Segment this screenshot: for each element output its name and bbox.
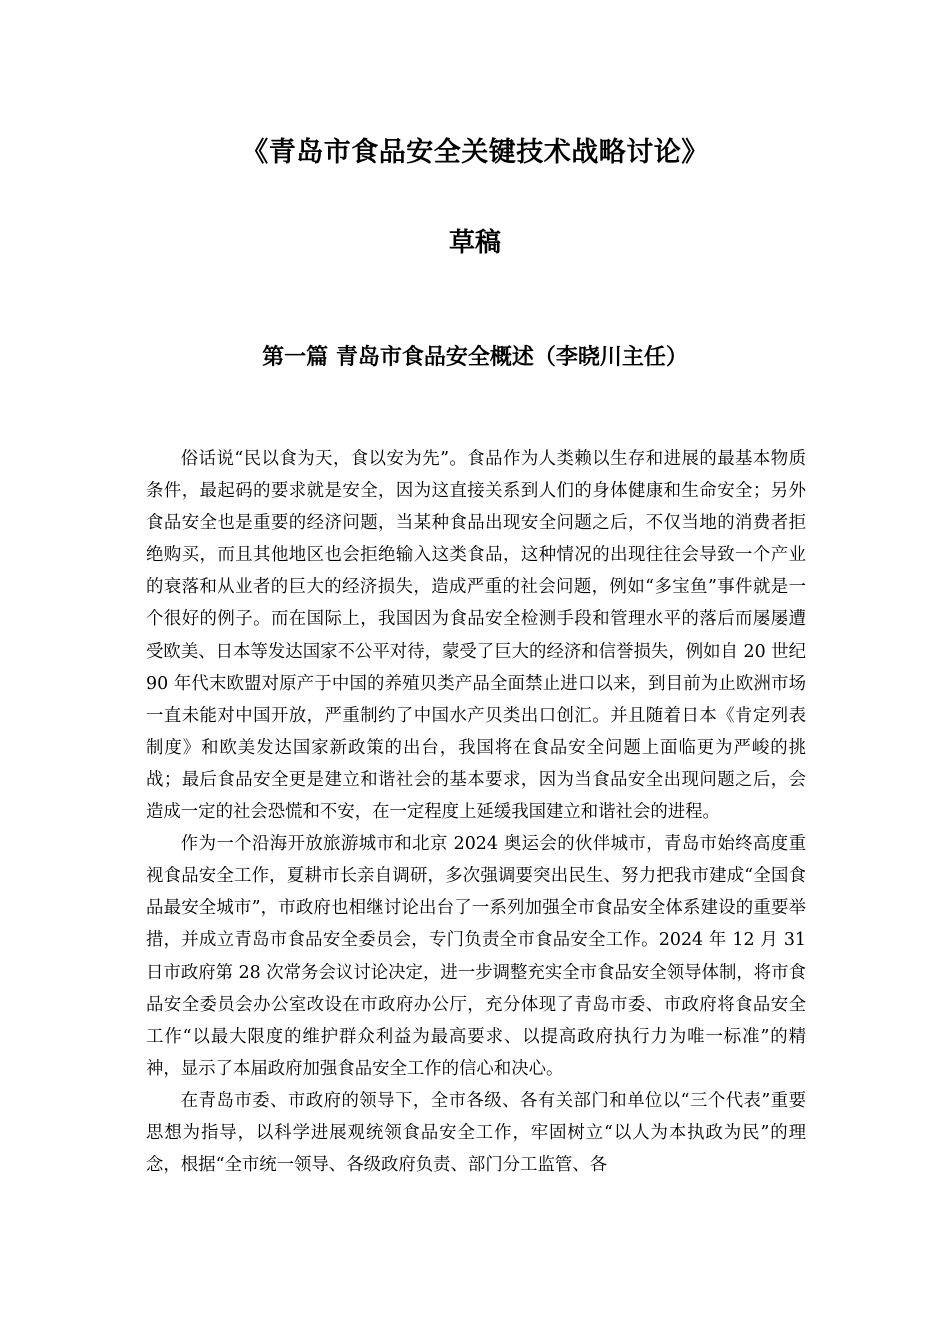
paragraph-3: 在青岛市委、市政府的领导下，全市各级、各有关部门和单位以“三个代表”重要思想为指导，以科学进展观统领食品安全工作，牢固树立“以人为本执政为民”的理念，根据“全市统一领导、各级政府负责、部门分工监管、各 <box>146 1090 806 1176</box>
chapter-title: 第一篇 青岛市食品安全概述（李晓川主任） <box>262 345 688 370</box>
body-text <box>146 443 806 1181</box>
paragraph-1: 俗话说“民以食为天，食以安为先”。食品作为人类赖以生存和进展的最基本物质条件，最起码的要求就是安全，因为这直接关系到人们的身体健康和生命安全；另外食品安全也是重要的经济问题，当某种食品出现安全问题之后，不仅当地的消费者拒绝购买，而且其他地区也会拒绝输入这类食品，这种情况的出现往往会导致一个产业的衰落和从业者的巨大的经济损失，造成严重的社会问题，例如“多宝鱼”事件就是一个很好的例子。而在国际上，我国因为食品安全检测手段和管理水平的落后而屡屡遭受欧美、日本等发达国家不公平对待，蒙受了巨大的经济和信誉损失，例如自 20 世纪 90 年代末欧盟对原产于中国的养殖贝类产品全面禁止进口以来，到目前为止欧洲市场一直未能对中国开放，严重制约了中国水产贝类出口创汇。并且随着日本《肯定列表制度》和欧美发达国家新政策的出台，我国将在食品安全问题上面临更为严峻的挑战；最后食品安全更是建立和谐社会的基本要求，因为当食品安全出现问题之后，会造成一定的社会恐慌和不安，在一定程度上延缓我国建立和谐社会的进程。 <box>146 449 806 823</box>
document-subtitle: 草稿 <box>448 228 501 258</box>
paragraph-2: 作为一个沿海开放旅游城市和北京 2024 奥运会的伙伴城市，青岛市始终高度重视食品安全工作，夏耕市长亲自调研，多次强调要突出民生、努力把我市建成“全国食品最安全城市”，市政府也相继讨论出台了一系列加强全市食品安全体系建设的重要举措，并成立青岛市食品安全委员会，专门负责全市食品安全工作。2024 年 12 月 31 日市政府第 28 次常务会议讨论决定，进一步调整充实全市食品安全领导体制，将市食品安全委员会办公室改设在市政府办公厅，充分体现了青岛市委、市政府将食品安全工作“以最大限度的维护群众利益为最高要求、以提高政府执行力为唯一标准”的精神，显示了本届政府加强食品安全工作的信心和决心。 <box>146 834 806 1079</box>
document-title: 《青岛市食品安全关键技术战略讨论》 <box>241 137 709 168</box>
